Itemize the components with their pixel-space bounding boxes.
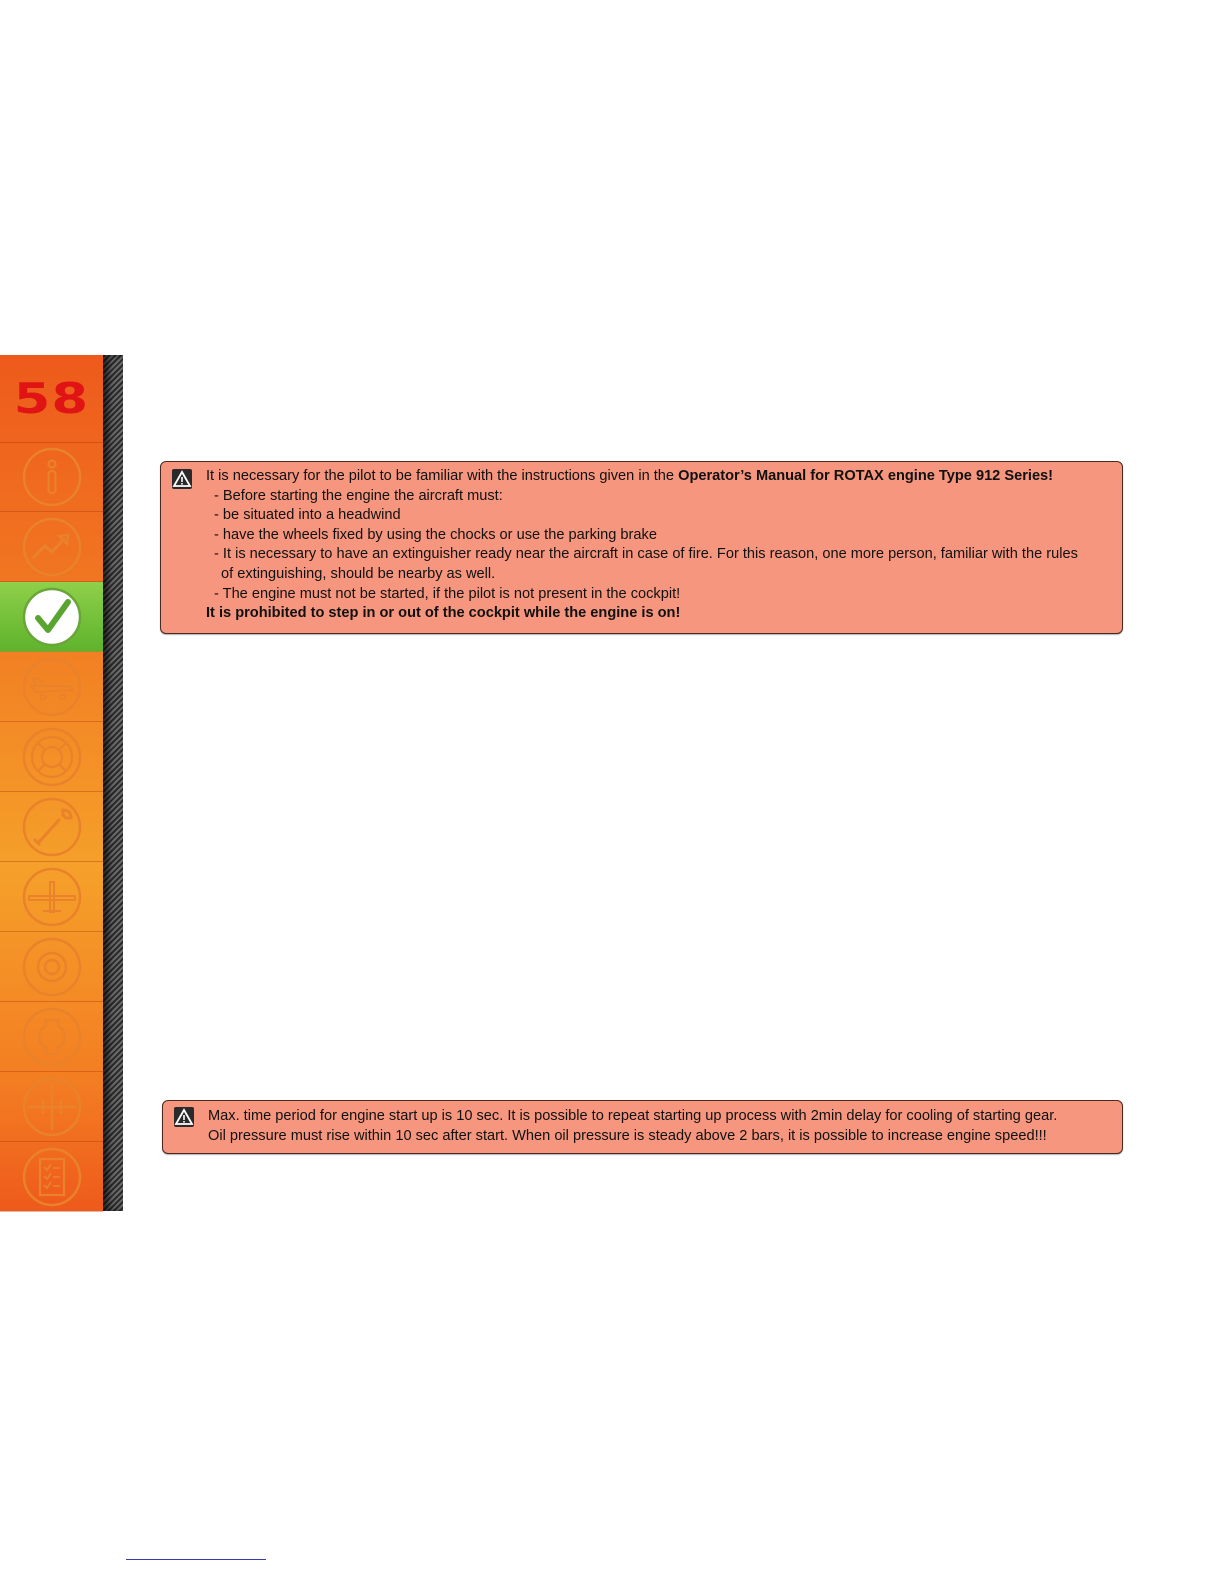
performance-arrow-icon [21, 516, 83, 578]
warning-box-start-duration [162, 1100, 1123, 1154]
warning1-intro [206, 467, 1078, 487]
warning1-manual-reference: Operator’s Manual for ROTAX engine Type 912 Series! [678, 468, 1054, 484]
footer-rule [126, 1559, 266, 1560]
warning-triangle-icon [172, 469, 192, 489]
target-icon [21, 936, 83, 998]
binding-stripe [103, 355, 123, 1211]
warning1-item: - have the wheels fixed by using the chocks or use the parking brake [214, 526, 657, 543]
tab-aircraft-top[interactable] [0, 862, 103, 932]
info-icon [21, 446, 83, 508]
warning2-line: Oil pressure must rise within 10 sec after start. When oil pressure is steady above 2 bars, it is possible to increase engine speed!!! [208, 1127, 1047, 1144]
warning1-item: - Before starting the engine the aircraft must: [214, 487, 503, 504]
tab-systems[interactable] [0, 1002, 103, 1072]
tab-weight-balance[interactable] [0, 1072, 103, 1142]
warning-triangle-icon [174, 1107, 194, 1127]
wrench-icon [21, 796, 83, 858]
warning1-intro-text: It is necessary for the pilot to be familiar with the instructions given in the [206, 468, 679, 484]
checkmark-icon [21, 586, 83, 648]
tab-performance[interactable] [0, 512, 103, 582]
warning-box-engine-start-prerequisites [160, 461, 1123, 634]
tab-checklists[interactable] [0, 1142, 103, 1212]
warning1-item-continuation: of extinguishing, should be nearby as well. [221, 565, 496, 582]
tab-emergency[interactable] [0, 722, 103, 792]
checklist-icon [21, 1146, 83, 1208]
section-tab-bar [0, 355, 103, 1211]
warning1-item: - It is necessary to have an extinguisher ready near the aircraft in case of fire. For this reason, one more person, familiar with the rules [214, 546, 1078, 563]
tab-wheels[interactable] [0, 932, 103, 1002]
cross-section-icon [21, 1076, 83, 1138]
warning2-line: Max. time period for engine start up is 10 sec. It is possible to repeat starting up process with 2min delay for cooling of starting gear. [208, 1108, 1058, 1124]
tab-checklist-active[interactable] [0, 582, 103, 652]
tab-maintenance[interactable] [0, 792, 103, 862]
airplane-side-icon [21, 656, 83, 718]
lifebuoy-icon [21, 726, 83, 788]
airplane-top-icon [21, 866, 83, 928]
capsule-icon [21, 1006, 83, 1068]
warning1-item: - be situated into a headwind [214, 507, 401, 524]
tab-info[interactable] [0, 442, 103, 512]
warning1-prohibition: It is prohibited to step in or out of the cockpit while the engine is on! [206, 605, 681, 622]
page-number: 58 [0, 355, 116, 443]
tab-aircraft[interactable] [0, 652, 103, 722]
warning1-item: - The engine must not be started, if the pilot is not present in the cockpit! [214, 585, 681, 602]
